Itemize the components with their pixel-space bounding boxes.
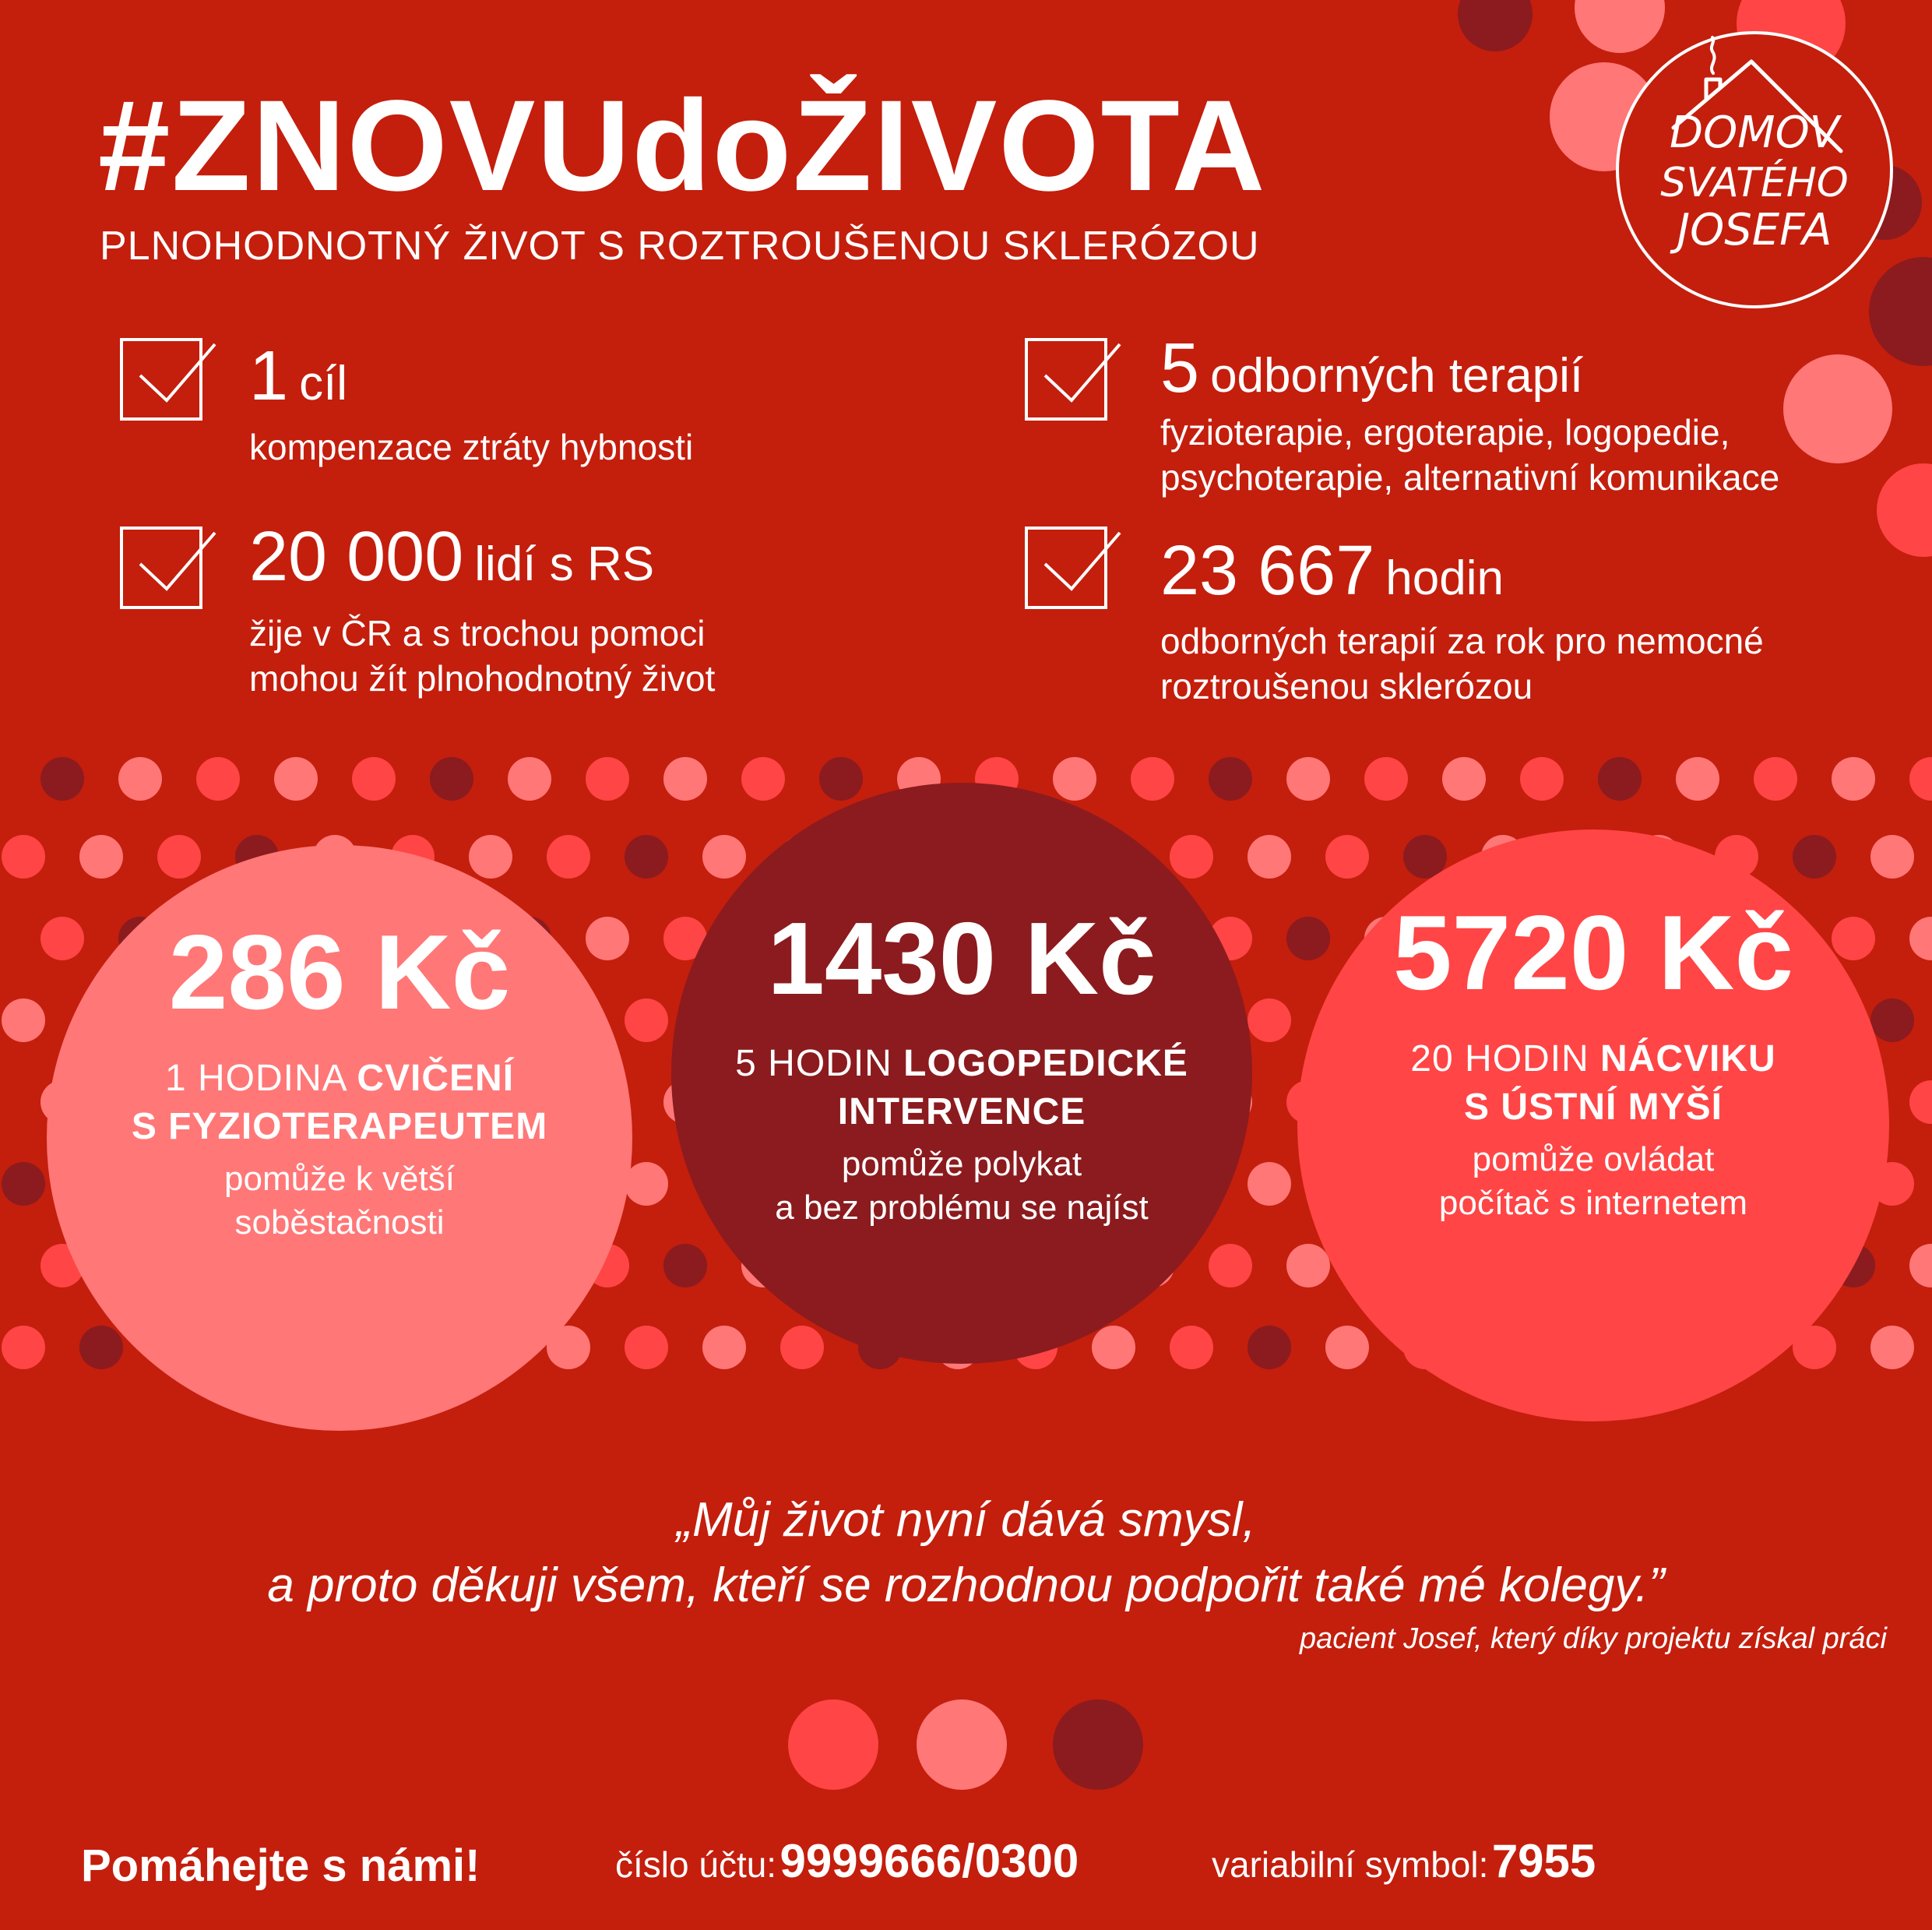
call-to-action: Pomáhejte s námi! <box>81 1840 480 1891</box>
decorative-dot <box>1209 1244 1252 1287</box>
decorative-dot <box>625 835 668 879</box>
house-icon <box>1619 34 1890 305</box>
decorative-dot <box>547 835 590 879</box>
bank-account <box>615 1835 1079 1887</box>
donation-circle-speech <box>671 783 1252 1364</box>
stat-people <box>249 518 655 596</box>
decorative-dot <box>1092 1326 1135 1369</box>
decorative-dot <box>1870 1326 1914 1369</box>
decorative-dot <box>1783 354 1892 463</box>
donation-price: 5720 Kč <box>1392 893 1794 1012</box>
checkbox-icon <box>120 338 202 421</box>
donation-benefit-2: počítač s internetem <box>1438 1184 1748 1222</box>
donation-title-2: INTERVENCE <box>837 1091 1086 1132</box>
decorative-dot <box>1520 757 1564 801</box>
decorative-dot <box>1754 757 1797 801</box>
decorative-dot <box>1832 757 1875 801</box>
donation-circle-physio <box>47 845 632 1431</box>
decorative-dot <box>40 917 84 960</box>
donation-benefit: pomůže polykat <box>841 1145 1082 1183</box>
decorative-dot <box>917 1699 1007 1790</box>
decorative-dot <box>430 757 473 801</box>
decorative-dot <box>79 835 123 879</box>
decorative-dot <box>663 1244 707 1287</box>
stat-unit: lidí s RS <box>474 537 655 591</box>
decorative-dot <box>1286 1244 1330 1287</box>
decorative-dot <box>469 835 512 879</box>
stat-goal <box>249 337 348 415</box>
checkbox-icon <box>120 527 202 609</box>
donation-circle-mouth-mouse <box>1297 829 1889 1421</box>
decorative-dot <box>118 757 162 801</box>
account-number: 9999666/0300 <box>779 1835 1079 1887</box>
decorative-dot <box>2 835 45 879</box>
vs-number: 7955 <box>1491 1835 1596 1887</box>
donation-benefit-2: a bez problému se najíst <box>775 1189 1149 1227</box>
decorative-dot <box>1325 1326 1369 1369</box>
donation-title: 5 HODIN LOGOPEDICKÉ <box>735 1043 1188 1084</box>
variable-symbol <box>1212 1835 1596 1887</box>
stat-description <box>249 424 693 470</box>
stat-therapies <box>1160 329 1584 407</box>
decorative-dot <box>1909 1244 1932 1287</box>
decorative-dot <box>1909 757 1932 801</box>
decorative-dot <box>79 1326 123 1369</box>
decorative-dot <box>1170 1326 1213 1369</box>
decorative-dot <box>1458 0 1533 51</box>
page-title: #ZNOVUdoŽIVOTA <box>98 74 1267 218</box>
decorative-dot <box>702 835 746 879</box>
checkbox-icon <box>1025 527 1107 609</box>
testimonial-quote <box>0 1488 1932 1618</box>
decorative-dot <box>1053 1699 1143 1790</box>
decorative-dot <box>1870 835 1914 879</box>
donation-title: 20 HODIN NÁCVIKU <box>1410 1038 1776 1079</box>
decorative-dot <box>788 1699 878 1790</box>
decorative-dot <box>586 757 629 801</box>
vs-label: variabilní symbol: <box>1212 1844 1489 1885</box>
donation-title: 1 HODINA CVIČENÍ <box>164 1058 515 1099</box>
decorative-dot <box>1877 463 1932 557</box>
stat-description <box>249 611 715 701</box>
stat-number: 1 <box>249 337 289 415</box>
decorative-dot <box>1832 917 1875 960</box>
stat-unit: hodin <box>1385 551 1504 605</box>
donation-benefit: pomůže ovládat <box>1472 1140 1715 1178</box>
decorative-dot <box>196 757 240 801</box>
decorative-dot <box>1793 835 1836 879</box>
decorative-dot <box>1286 917 1330 960</box>
decorative-dot <box>741 757 785 801</box>
stat-desc-line: mohou žít plnohodnotný život <box>249 658 716 699</box>
decorative-dot <box>586 917 629 960</box>
decorative-dot <box>352 757 396 801</box>
decorative-dot <box>1053 757 1096 801</box>
stat-unit: cíl <box>299 357 348 410</box>
decorative-dot <box>1325 835 1369 879</box>
stat-desc-line: fyzioterapie, ergoterapie, logopedie, <box>1160 412 1730 453</box>
decorative-dot <box>625 1162 668 1206</box>
decorative-dot <box>1131 757 1174 801</box>
decorative-dot <box>274 757 318 801</box>
donation-title-2: S FYZIOTERAPEUTEM <box>131 1106 548 1147</box>
decorative-dot <box>625 998 668 1042</box>
decorative-dot <box>2 998 45 1042</box>
decorative-dot <box>1248 998 1291 1042</box>
decorative-dot <box>1170 835 1213 879</box>
decorative-dot <box>819 757 863 801</box>
stat-desc-line: psychoterapie, alternativní komunikace <box>1160 457 1780 498</box>
stat-desc-line: žije v ČR a s trochou pomoci <box>249 613 706 653</box>
page-subtitle: PLNOHODNOTNÝ ŽIVOT S ROZTROUŠENOU SKLERÓZOU <box>100 224 1260 269</box>
stat-desc-line: odborných terapií za rok pro nemocné <box>1160 621 1764 661</box>
decorative-dot <box>780 1326 824 1369</box>
decorative-dot <box>625 1326 668 1369</box>
donation-benefit-2: soběstačnosti <box>234 1203 445 1241</box>
decorative-dot <box>157 835 201 879</box>
stat-number: 5 <box>1160 329 1200 407</box>
quote-author: pacient Josef, který díky projektu získal práci <box>1300 1622 1887 1655</box>
stat-hours <box>1160 532 1504 610</box>
decorative-dot <box>702 1326 746 1369</box>
stat-number: 23 667 <box>1160 532 1375 610</box>
stat-description <box>1160 618 1764 709</box>
decorative-dot <box>1909 1080 1932 1124</box>
stat-unit: odborných terapií <box>1210 349 1584 403</box>
decorative-dot <box>1286 757 1330 801</box>
decorative-dot <box>2 1162 45 1206</box>
quote-line: „Můj život nyní dává smysl, <box>676 1493 1256 1547</box>
decorative-dot <box>1248 1326 1291 1369</box>
decorative-dot <box>663 757 707 801</box>
decorative-dot <box>1248 1162 1291 1206</box>
donation-price: 1430 Kč <box>767 901 1156 1016</box>
stat-desc-line: kompenzace ztráty hybnosti <box>249 427 694 467</box>
checkbox-icon <box>1025 338 1107 421</box>
decorative-dot <box>1442 757 1486 801</box>
decorative-dot <box>1870 998 1914 1042</box>
logo-line-3: JOSEFA <box>1677 205 1832 255</box>
decorative-dot <box>1598 757 1642 801</box>
decorative-dot <box>1248 835 1291 879</box>
decorative-dot <box>1209 757 1252 801</box>
donation-title-2: S ÚSTNÍ MYŠÍ <box>1463 1087 1723 1128</box>
decorative-dot <box>1676 757 1719 801</box>
donation-benefit: pomůže k větší <box>224 1160 455 1198</box>
domov-svateho-josefa-logo <box>1616 31 1893 308</box>
stat-description <box>1160 410 1779 500</box>
decorative-dot <box>1364 757 1408 801</box>
quote-line: a proto děkuji všem, kteří se rozhodnou podpořit také mé kolegy.” <box>267 1558 1665 1612</box>
donation-price: 286 Kč <box>168 913 511 1031</box>
account-label: číslo účtu: <box>615 1844 777 1885</box>
decorative-dot <box>1909 917 1932 960</box>
logo-line-1: DOMOV <box>1670 107 1839 158</box>
decorative-dot <box>508 757 551 801</box>
stat-desc-line: roztroušenou sklerózou <box>1160 666 1533 706</box>
logo-line-2: SVATÉHO <box>1660 160 1849 206</box>
decorative-dot <box>2 1326 45 1369</box>
decorative-dot <box>40 757 84 801</box>
stat-number: 20 000 <box>249 518 464 596</box>
